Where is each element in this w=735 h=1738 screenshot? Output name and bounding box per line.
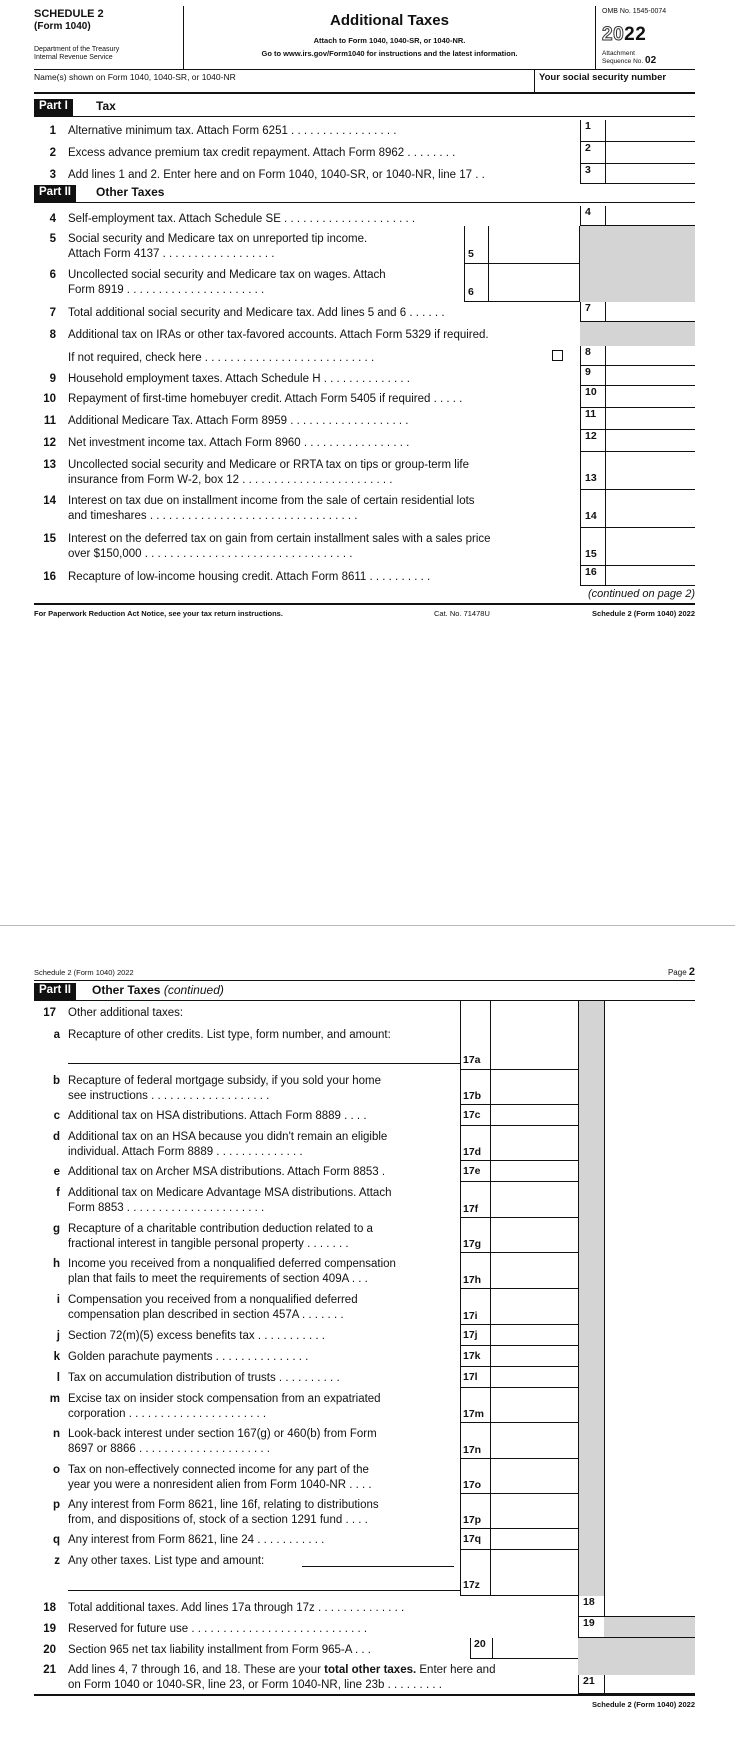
line-17e-box: 17e <box>460 1161 490 1182</box>
line-17h-box: 17h <box>460 1253 490 1289</box>
line-17f-box: 17f <box>460 1182 490 1218</box>
line-11-amount[interactable] <box>605 408 695 430</box>
line-7-amount[interactable] <box>605 302 695 322</box>
line-17z-writein-2[interactable] <box>68 1590 460 1591</box>
line-17d-amount[interactable] <box>490 1126 578 1161</box>
line-6-amount[interactable] <box>488 264 580 302</box>
line-17a-box: 17a <box>460 1048 490 1070</box>
line-text: Excess advance premium tax credit repayment. Attach Form 8962 . . . . . . . . <box>68 147 456 159</box>
line-text: Additional Medicare Tax. Attach Form 8959 . . . . . . . . . . . . . . . . . . . <box>68 415 409 427</box>
line-1-box: 1 <box>580 120 605 142</box>
dept-line-2: Internal Revenue Service <box>34 54 113 61</box>
line-text: Section 72(m)(5) excess benefits tax . . . . . . . . . . . <box>68 1330 325 1342</box>
department <box>34 46 119 62</box>
line-text-cont: individual. Attach Form 8889 . . . . . . . . . . . . . . <box>68 1146 303 1158</box>
sub-letter: l <box>56 1372 60 1384</box>
schedule-title: SCHEDULE 2 <box>34 8 104 20</box>
line-text: Uncollected social security and Medicare tax on wages. Attach <box>68 269 386 281</box>
page-number <box>668 966 695 978</box>
sub-letter: g <box>52 1223 60 1235</box>
line-21-shaded <box>578 1659 695 1675</box>
right-column-blank <box>604 1001 695 1529</box>
line-20-shaded <box>578 1638 695 1659</box>
attachment-label: Attachment <box>602 50 635 57</box>
line-17k-box: 17k <box>460 1346 490 1367</box>
part-2-title: Other Taxes <box>96 185 165 199</box>
line-text-cont: and timeshares . . . . . . . . . . . . . . . . . . . . . . . . . . . . . . . . . <box>68 510 358 522</box>
line-15-box: 15 <box>580 528 605 566</box>
part-1-title: Tax <box>96 99 116 113</box>
line-number: 14 <box>43 495 56 507</box>
line-text: Total additional taxes. Add lines 17a through 17z . . . . . . . . . . . . . . <box>68 1602 405 1614</box>
line-17a-writein[interactable] <box>68 1063 460 1064</box>
footer-schedule: Schedule 2 (Form 1040) 2022 <box>592 609 695 618</box>
line-number: 1 <box>49 125 56 137</box>
sequence-number: 02 <box>645 55 657 66</box>
line-17n-amount[interactable] <box>490 1423 578 1459</box>
sub-letter: f <box>56 1187 60 1199</box>
sub-letter: h <box>52 1258 60 1270</box>
line-number: 20 <box>43 1644 56 1656</box>
line-number: 12 <box>43 437 56 449</box>
inner-col-rule-6 <box>578 1529 579 1596</box>
line-17e-amount[interactable] <box>490 1161 578 1182</box>
line-number: 19 <box>43 1623 56 1635</box>
part-1-tag: Part I <box>34 99 73 116</box>
line-text: Recapture of a charitable contribution deduction related to a <box>68 1223 373 1235</box>
part-title: Other Taxes <box>92 983 161 997</box>
line-number: 2 <box>49 147 56 159</box>
line-17l-amount[interactable] <box>490 1367 578 1388</box>
line-17i-amount[interactable] <box>490 1289 578 1325</box>
omb-number: OMB No. 1545-0074 <box>602 8 667 15</box>
line-text-cont: over $150,000 . . . . . . . . . . . . . . . . . . . . . . . . . . . . . . . . . <box>68 548 353 560</box>
part-2-cont-header <box>34 982 695 1001</box>
line-text: Additional tax on Medicare Advantage MSA distributions. Attach <box>68 1187 392 1199</box>
line-13-amount[interactable] <box>605 452 695 490</box>
line-text <box>68 1663 495 1677</box>
line-text: Any interest from Form 8621, line 16f, relating to distributions <box>68 1499 379 1511</box>
line-number: 4 <box>49 213 56 225</box>
line-text-cont: compensation plan described in section 457A . . . . . . . <box>68 1309 344 1321</box>
cat-number: Cat. No. 71478U <box>434 609 490 618</box>
sub-letter: b <box>52 1075 60 1087</box>
line-17h-amount[interactable] <box>490 1253 578 1289</box>
line-text: Total additional social security and Medicare tax. Add lines 5 and 6 . . . . . . <box>68 307 445 319</box>
line-21-box: 21 <box>578 1675 604 1695</box>
page-2 <box>0 925 735 1738</box>
line-text-cont: year you were a nonresident alien from Form 1040-NR . . . . <box>68 1479 372 1491</box>
line-7-box: 7 <box>580 302 605 322</box>
form-number: (Form 1040) <box>34 21 91 32</box>
form-header <box>34 6 695 70</box>
line-17o-box: 17o <box>460 1459 490 1494</box>
line-text-cont: Attach Form 4137 . . . . . . . . . . . . . . . . . . <box>68 248 275 260</box>
continued-note: (continued on page 2) <box>587 588 695 600</box>
line-17d-box: 17d <box>460 1126 490 1161</box>
line-text-cont: Form 8853 . . . . . . . . . . . . . . . . . . . . . . <box>68 1202 265 1214</box>
line-text: Additional tax on Archer MSA distributions. Attach Form 8853 . <box>68 1166 386 1178</box>
line-11-box: 11 <box>580 408 605 430</box>
attach-note: Attach to Form 1040, 1040-SR, or 1040-NR. <box>313 36 466 45</box>
line-17m-box: 17m <box>460 1388 490 1423</box>
inner-col-rule-3 <box>578 1001 579 1529</box>
line-text-cont: see instructions . . . . . . . . . . . . . . . . . . . <box>68 1090 270 1102</box>
line-14-amount[interactable] <box>605 490 695 528</box>
sub-letter: m <box>49 1393 60 1405</box>
line-text: Additional tax on an HSA because you didn't remain an eligible <box>68 1131 388 1143</box>
paperwork-notice: For Paperwork Reduction Act Notice, see your tax return instructions. <box>34 609 283 618</box>
line-9-amount[interactable] <box>605 366 695 386</box>
line-18-amount[interactable] <box>604 1596 695 1617</box>
page-label: Page <box>667 968 687 977</box>
sub-letter: q <box>52 1534 60 1546</box>
line-13-box: 13 <box>580 452 605 490</box>
line-3-amount[interactable] <box>605 164 695 184</box>
line-number: 11 <box>43 415 56 427</box>
line-21-amount[interactable] <box>604 1675 695 1695</box>
line-17f-amount[interactable] <box>490 1182 578 1218</box>
line-12-box: 12 <box>580 430 605 452</box>
line-10-amount[interactable] <box>605 386 695 408</box>
line-5-amount[interactable] <box>488 226 580 264</box>
line-21-text-c: Enter here and <box>416 1664 496 1676</box>
sub-letter: z <box>54 1555 60 1567</box>
line-text: Self-employment tax. Attach Schedule SE . . . . . . . . . . . . . . . . . . . . . <box>68 213 416 225</box>
sub-letter: n <box>52 1428 60 1440</box>
line-17j-box: 17j <box>460 1325 490 1346</box>
sub-letter: k <box>53 1351 60 1363</box>
line-17g-amount[interactable] <box>490 1218 578 1253</box>
line-17p-amount[interactable] <box>490 1494 578 1529</box>
line-15-amount[interactable] <box>605 528 695 566</box>
line-number: 3 <box>49 169 56 181</box>
line-19-box: 19 <box>578 1617 604 1638</box>
line-text-cont: corporation . . . . . . . . . . . . . . . . . . . . . . <box>68 1408 267 1420</box>
right-column-blank-2 <box>604 1529 695 1596</box>
line-14-box: 14 <box>580 490 605 528</box>
line-text: Interest on tax due on installment income from the sale of certain residential lots <box>68 495 475 507</box>
line-text-cont: on Form 1040 or 1040-SR, line 23, or Form 1040-NR, line 23b . . . . . . . . . <box>68 1679 442 1691</box>
line-17g-box: 17g <box>460 1218 490 1253</box>
line-3-box: 3 <box>580 164 605 184</box>
line-text: Net investment income tax. Attach Form 8960 . . . . . . . . . . . . . . . . . <box>68 437 410 449</box>
part-title-continued: (continued) <box>163 983 224 997</box>
line-text: Alternative minimum tax. Attach Form 6251 . . . . . . . . . . . . . . . . . <box>68 125 397 137</box>
attachment-sequence <box>602 50 656 65</box>
line-text: Additional tax on IRAs or other tax-favored accounts. Attach Form 5329 if required. <box>68 329 489 341</box>
line-17l-box: 17l <box>460 1367 490 1388</box>
line-16-amount[interactable] <box>605 566 695 586</box>
line-8-checkbox[interactable] <box>552 350 563 361</box>
shaded-area <box>580 322 695 346</box>
part-2-cont-title <box>92 983 224 997</box>
page-num: 2 <box>688 966 695 978</box>
line-20-amount[interactable] <box>492 1638 578 1659</box>
line-9-box: 9 <box>580 366 605 386</box>
line-17i-box: 17i <box>460 1289 490 1325</box>
sub-letter: e <box>53 1166 60 1178</box>
line-text: Recapture of federal mortgage subsidy, if you sold your home <box>68 1075 382 1087</box>
line-2-box: 2 <box>580 142 605 164</box>
line-8-box: 8 <box>580 346 605 366</box>
sub-letter: a <box>53 1029 60 1041</box>
line-5-box: 5 <box>464 226 488 264</box>
line-text: Recapture of low-income housing credit. Attach Form 8611 . . . . . . . . . . <box>68 571 431 583</box>
line-text: Recapture of other credits. List type, form number, and amount: <box>68 1029 391 1041</box>
name-row <box>34 70 695 94</box>
line-text: Repayment of first-time homebuyer credit. Attach Form 5405 if required . . . . . <box>68 393 463 405</box>
sub-letter: j <box>56 1330 60 1342</box>
line-number: 7 <box>49 307 56 319</box>
line-text-cont: plan that fails to meet the requirements of section 409A . . . <box>68 1273 368 1285</box>
page-2-footer: Schedule 2 (Form 1040) 2022 <box>592 1700 695 1709</box>
line-text: Section 965 net tax liability installment from Form 965-A . . . <box>68 1644 371 1656</box>
line-text: Reserved for future use . . . . . . . . . . . . . . . . . . . . . . . . . . . . <box>68 1623 368 1635</box>
sub-letter: i <box>56 1294 60 1306</box>
line-text: Interest on the deferred tax on gain from certain installment sales with a sales price <box>68 533 491 545</box>
line-text: Social security and Medicare tax on unreported tip income. <box>68 233 368 245</box>
name-label: Name(s) shown on Form 1040, 1040-SR, or 1040-NR <box>34 72 236 82</box>
ssn-label: Your social security number <box>534 70 666 94</box>
line-number: 5 <box>49 233 56 245</box>
line-10-box: 10 <box>580 386 605 408</box>
line-17a-amount[interactable] <box>490 1048 578 1070</box>
form-title: Additional Taxes <box>330 12 449 29</box>
line-21-text-a: Add lines 4, 7 through 16, and 18. These are your <box>68 1664 325 1676</box>
line-text-cont: insurance from Form W-2, box 12 . . . . . . . . . . . . . . . . . . . . . . . . <box>68 474 393 486</box>
line-number: 17 <box>43 1007 56 1019</box>
line-16-box: 16 <box>580 566 605 586</box>
line-number: 10 <box>43 393 56 405</box>
line-17c-box: 17c <box>460 1105 490 1126</box>
line-17q-amount[interactable] <box>490 1529 578 1550</box>
line-number: 15 <box>43 533 56 545</box>
line-20-box: 20 <box>470 1638 492 1659</box>
line-text-cont: Form 8919 . . . . . . . . . . . . . . . . . . . . . . <box>68 284 265 296</box>
header-right-block <box>595 6 695 70</box>
line-17p-box: 17p <box>460 1494 490 1529</box>
line-text: Household employment taxes. Attach Schedule H . . . . . . . . . . . . . . <box>68 373 410 385</box>
line-2-amount[interactable] <box>605 142 695 164</box>
line-17z-writein-1[interactable] <box>302 1566 454 1567</box>
line-8-amount[interactable] <box>605 346 695 366</box>
line-number: 18 <box>43 1602 56 1614</box>
line-text-cont: If not required, check here . . . . . . . . . . . . . . . . . . . . . . . . . . . <box>68 352 375 364</box>
line-17b-amount[interactable] <box>490 1070 578 1105</box>
line-4-amount[interactable] <box>605 206 695 226</box>
line-4-box: 4 <box>580 206 605 226</box>
part-2-tag: Part II <box>34 185 76 202</box>
shaded-column-2 <box>578 1529 604 1596</box>
line-text: Look-back interest under section 167(g) or 460(b) from Form <box>68 1428 377 1440</box>
line-17m-amount[interactable] <box>490 1388 578 1423</box>
line-17z-box: 17z <box>460 1550 490 1596</box>
line-text: Additional tax on HSA distributions. Attach Form 8889 . . . . <box>68 1110 367 1122</box>
bottom-rule <box>34 1694 695 1696</box>
year-suffix: 22 <box>624 24 647 45</box>
line-17k-amount[interactable] <box>490 1346 578 1367</box>
line-17c-amount[interactable] <box>490 1105 578 1126</box>
line-text: Income you received from a nonqualified deferred compensation <box>68 1258 396 1270</box>
line-12-amount[interactable] <box>605 430 695 452</box>
line-6-box: 6 <box>464 264 488 302</box>
shaded-area <box>580 226 695 302</box>
line-1-amount[interactable] <box>605 120 695 142</box>
line-number: 13 <box>43 459 56 471</box>
line-number: 6 <box>49 269 56 281</box>
line-text-cont: 8697 or 8866 . . . . . . . . . . . . . . . . . . . . . <box>68 1443 270 1455</box>
line-17z-amount[interactable] <box>490 1550 578 1596</box>
part-1-header <box>34 98 695 117</box>
line-17b-box: 17b <box>460 1070 490 1105</box>
line-number: 9 <box>49 373 56 385</box>
sub-letter: p <box>52 1499 60 1511</box>
sequence-label: Sequence No. <box>602 58 644 65</box>
line-18-box: 18 <box>578 1596 604 1617</box>
line-17n-box: 17n <box>460 1423 490 1459</box>
line-text-cont: fractional interest in tangible personal property . . . . . . . <box>68 1238 349 1250</box>
line-number: 8 <box>49 329 56 341</box>
goto-note: Go to www.irs.gov/Form1040 for instructions and the latest information. <box>261 49 518 58</box>
part-2-cont-tag: Part II <box>34 983 76 1000</box>
line-21-text-bold: total other taxes. <box>324 1664 417 1676</box>
tax-year <box>602 24 646 46</box>
line-number: 16 <box>43 571 56 583</box>
shaded-column <box>578 1001 604 1529</box>
part-2-header <box>34 184 695 203</box>
line-text: Tax on accumulation distribution of trusts . . . . . . . . . . <box>68 1372 340 1384</box>
sub-letter: o <box>52 1464 60 1476</box>
line-text: Add lines 1 and 2. Enter here and on Form 1040, 1040-SR, or 1040-NR, line 17 . . <box>68 169 485 181</box>
sub-letter: d <box>52 1131 60 1143</box>
line-text: Compensation you received from a nonqualified deferred <box>68 1294 358 1306</box>
sub-letter: c <box>53 1110 60 1122</box>
line-17q-box: 17q <box>460 1529 490 1550</box>
line-text: Golden parachute payments . . . . . . . . . . . . . . . <box>68 1351 309 1363</box>
line-number: 21 <box>43 1664 56 1676</box>
header-left-block <box>34 6 184 70</box>
line-17o-amount[interactable] <box>490 1459 578 1494</box>
year-prefix: 20 <box>602 24 625 45</box>
line-text: Tax on non-effectively connected income for any part of the <box>68 1464 369 1476</box>
page-1-footer <box>34 603 695 618</box>
line-text: Excise tax on insider stock compensation from an expatriated <box>68 1393 381 1405</box>
line-19-shaded <box>604 1617 695 1638</box>
page-2-top <box>34 968 695 981</box>
line-17j-amount[interactable] <box>490 1325 578 1346</box>
line-text-cont: from, and dispositions of, stock of a section 1291 fund . . . . <box>68 1514 368 1526</box>
line-text: Uncollected social security and Medicare or RRTA tax on tips or group-term life <box>68 459 469 471</box>
line-text: Any other taxes. List type and amount: <box>68 1555 265 1567</box>
line-text: Other additional taxes: <box>68 1007 184 1019</box>
page-2-schedule-label: Schedule 2 (Form 1040) 2022 <box>34 968 134 977</box>
dept-line-1: Department of the Treasury <box>34 46 120 53</box>
line-text: Any interest from Form 8621, line 24 . . . . . . . . . . . <box>68 1534 325 1546</box>
